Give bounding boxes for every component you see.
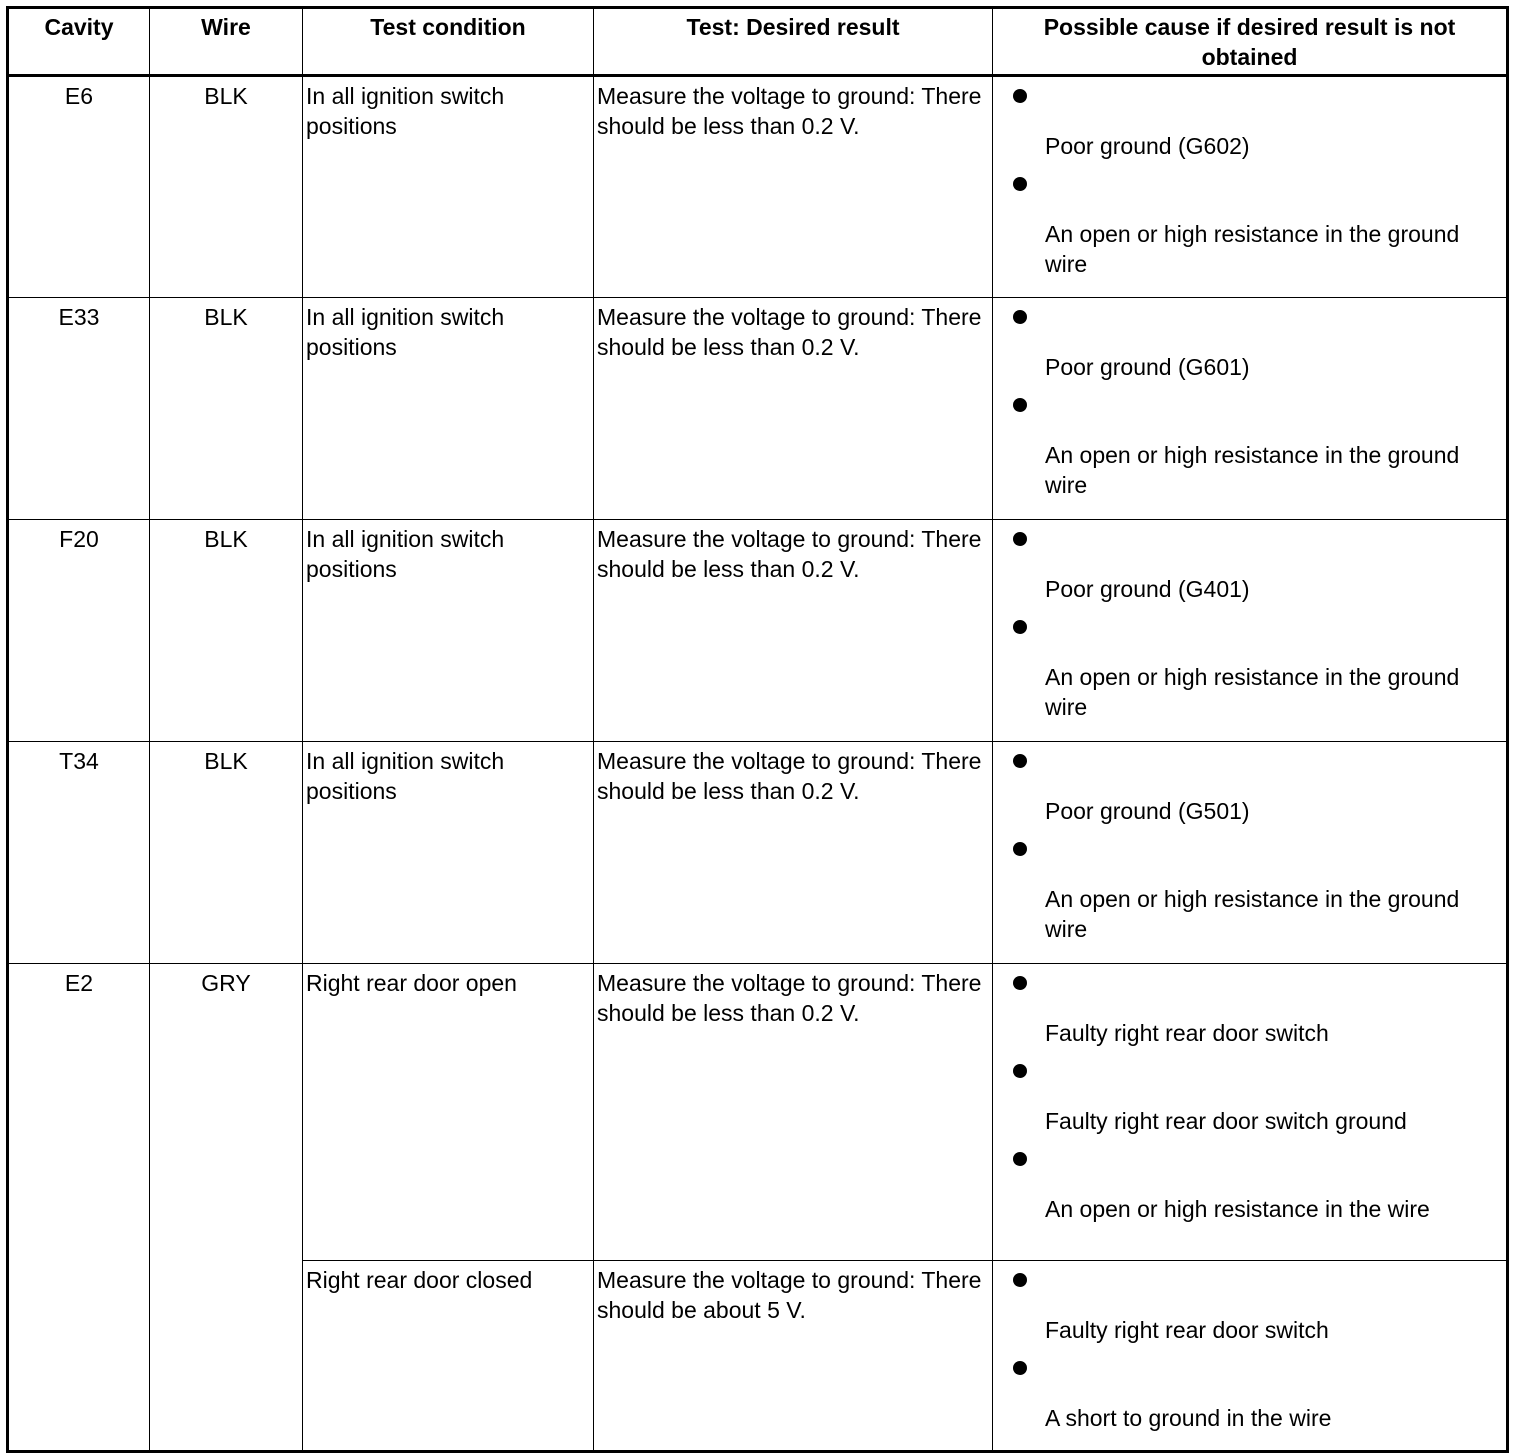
cause-item — [1011, 310, 1498, 382]
cause-text: Poor ground (G501) — [1045, 798, 1250, 824]
bullet-icon — [1013, 1064, 1027, 1078]
cause-item — [1011, 1361, 1498, 1433]
cavity-cell: T34 — [8, 742, 150, 964]
cause-item — [1011, 842, 1498, 944]
bullet-icon — [1013, 620, 1027, 634]
bullet-icon — [1013, 1361, 1027, 1375]
cause-cell — [993, 76, 1508, 298]
header-desired-result: Test: Desired result — [594, 8, 993, 76]
cause-text: Poor ground (G602) — [1045, 133, 1250, 159]
result-cell: Measure the voltage to ground: There should be less than 0.2 V. — [594, 298, 993, 520]
result-cell: Measure the voltage to ground: There should be about 5 V. — [594, 1261, 993, 1452]
cause-cell — [993, 298, 1508, 520]
bullet-icon — [1013, 89, 1027, 103]
cause-item — [1011, 1064, 1498, 1136]
cause-item — [1011, 620, 1498, 722]
result-cell: Measure the voltage to ground: There should be less than 0.2 V. — [594, 742, 993, 964]
cavity-cell: E33 — [8, 298, 150, 520]
cause-cell — [993, 742, 1508, 964]
cause-text: An open or high resistance in the ground wire — [1045, 886, 1460, 942]
condition-cell: In all ignition switch positions — [303, 520, 594, 742]
cause-text: An open or high resistance in the ground wire — [1045, 442, 1460, 498]
condition-cell: Right rear door open — [303, 964, 594, 1261]
wire-cell: BLK — [150, 520, 303, 742]
table-row — [8, 298, 1508, 520]
cavity-cell: E6 — [8, 76, 150, 298]
cause-item — [1011, 754, 1498, 826]
cause-item — [1011, 976, 1498, 1048]
bullet-icon — [1013, 310, 1027, 324]
cause-cell — [993, 1261, 1508, 1452]
bullet-icon — [1013, 976, 1027, 990]
header-possible-cause: Possible cause if desired result is not obtained — [993, 8, 1508, 76]
condition-cell: In all ignition switch positions — [303, 76, 594, 298]
cause-item — [1011, 532, 1498, 604]
cause-text: An open or high resistance in the ground wire — [1045, 664, 1460, 720]
cause-text: Faulty right rear door switch — [1045, 1317, 1329, 1343]
cause-text: A short to ground in the wire — [1045, 1405, 1332, 1431]
cause-cell — [993, 964, 1508, 1261]
table-row — [8, 76, 1508, 298]
result-cell: Measure the voltage to ground: There should be less than 0.2 V. — [594, 964, 993, 1261]
bullet-icon — [1013, 754, 1027, 768]
cause-text: An open or high resistance in the ground wire — [1045, 221, 1460, 277]
condition-cell: In all ignition switch positions — [303, 742, 594, 964]
condition-cell: Right rear door closed — [303, 1261, 594, 1452]
cause-item — [1011, 89, 1498, 161]
cause-text: Poor ground (G401) — [1045, 576, 1250, 602]
cause-item — [1011, 1152, 1498, 1224]
bullet-icon — [1013, 398, 1027, 412]
cause-item — [1011, 177, 1498, 279]
cause-text: An open or high resistance in the wire — [1045, 1196, 1430, 1222]
header-cavity: Cavity — [8, 8, 150, 76]
bullet-icon — [1013, 532, 1027, 546]
condition-cell: In all ignition switch positions — [303, 298, 594, 520]
header-wire: Wire — [150, 8, 303, 76]
cause-item — [1011, 398, 1498, 500]
wire-cell: BLK — [150, 76, 303, 298]
table-row — [8, 964, 1508, 1261]
bullet-icon — [1013, 1152, 1027, 1166]
cause-text: Faulty right rear door switch — [1045, 1020, 1329, 1046]
table-row — [8, 520, 1508, 742]
table-row — [8, 742, 1508, 964]
header-test-condition: Test condition — [303, 8, 594, 76]
cavity-cell: E2 — [8, 964, 150, 1452]
wire-cell: GRY — [150, 964, 303, 1452]
cause-text: Faulty right rear door switch ground — [1045, 1108, 1407, 1134]
wire-cell: BLK — [150, 298, 303, 520]
cause-text: Poor ground (G601) — [1045, 354, 1250, 380]
test-table — [6, 6, 1509, 1453]
bullet-icon — [1013, 177, 1027, 191]
result-cell: Measure the voltage to ground: There should be less than 0.2 V. — [594, 520, 993, 742]
cause-item — [1011, 1273, 1498, 1345]
result-cell: Measure the voltage to ground: There should be less than 0.2 V. — [594, 76, 993, 298]
cause-cell — [993, 520, 1508, 742]
bullet-icon — [1013, 842, 1027, 856]
bullet-icon — [1013, 1273, 1027, 1287]
header-row — [8, 8, 1508, 76]
cavity-cell: F20 — [8, 520, 150, 742]
wire-cell: BLK — [150, 742, 303, 964]
